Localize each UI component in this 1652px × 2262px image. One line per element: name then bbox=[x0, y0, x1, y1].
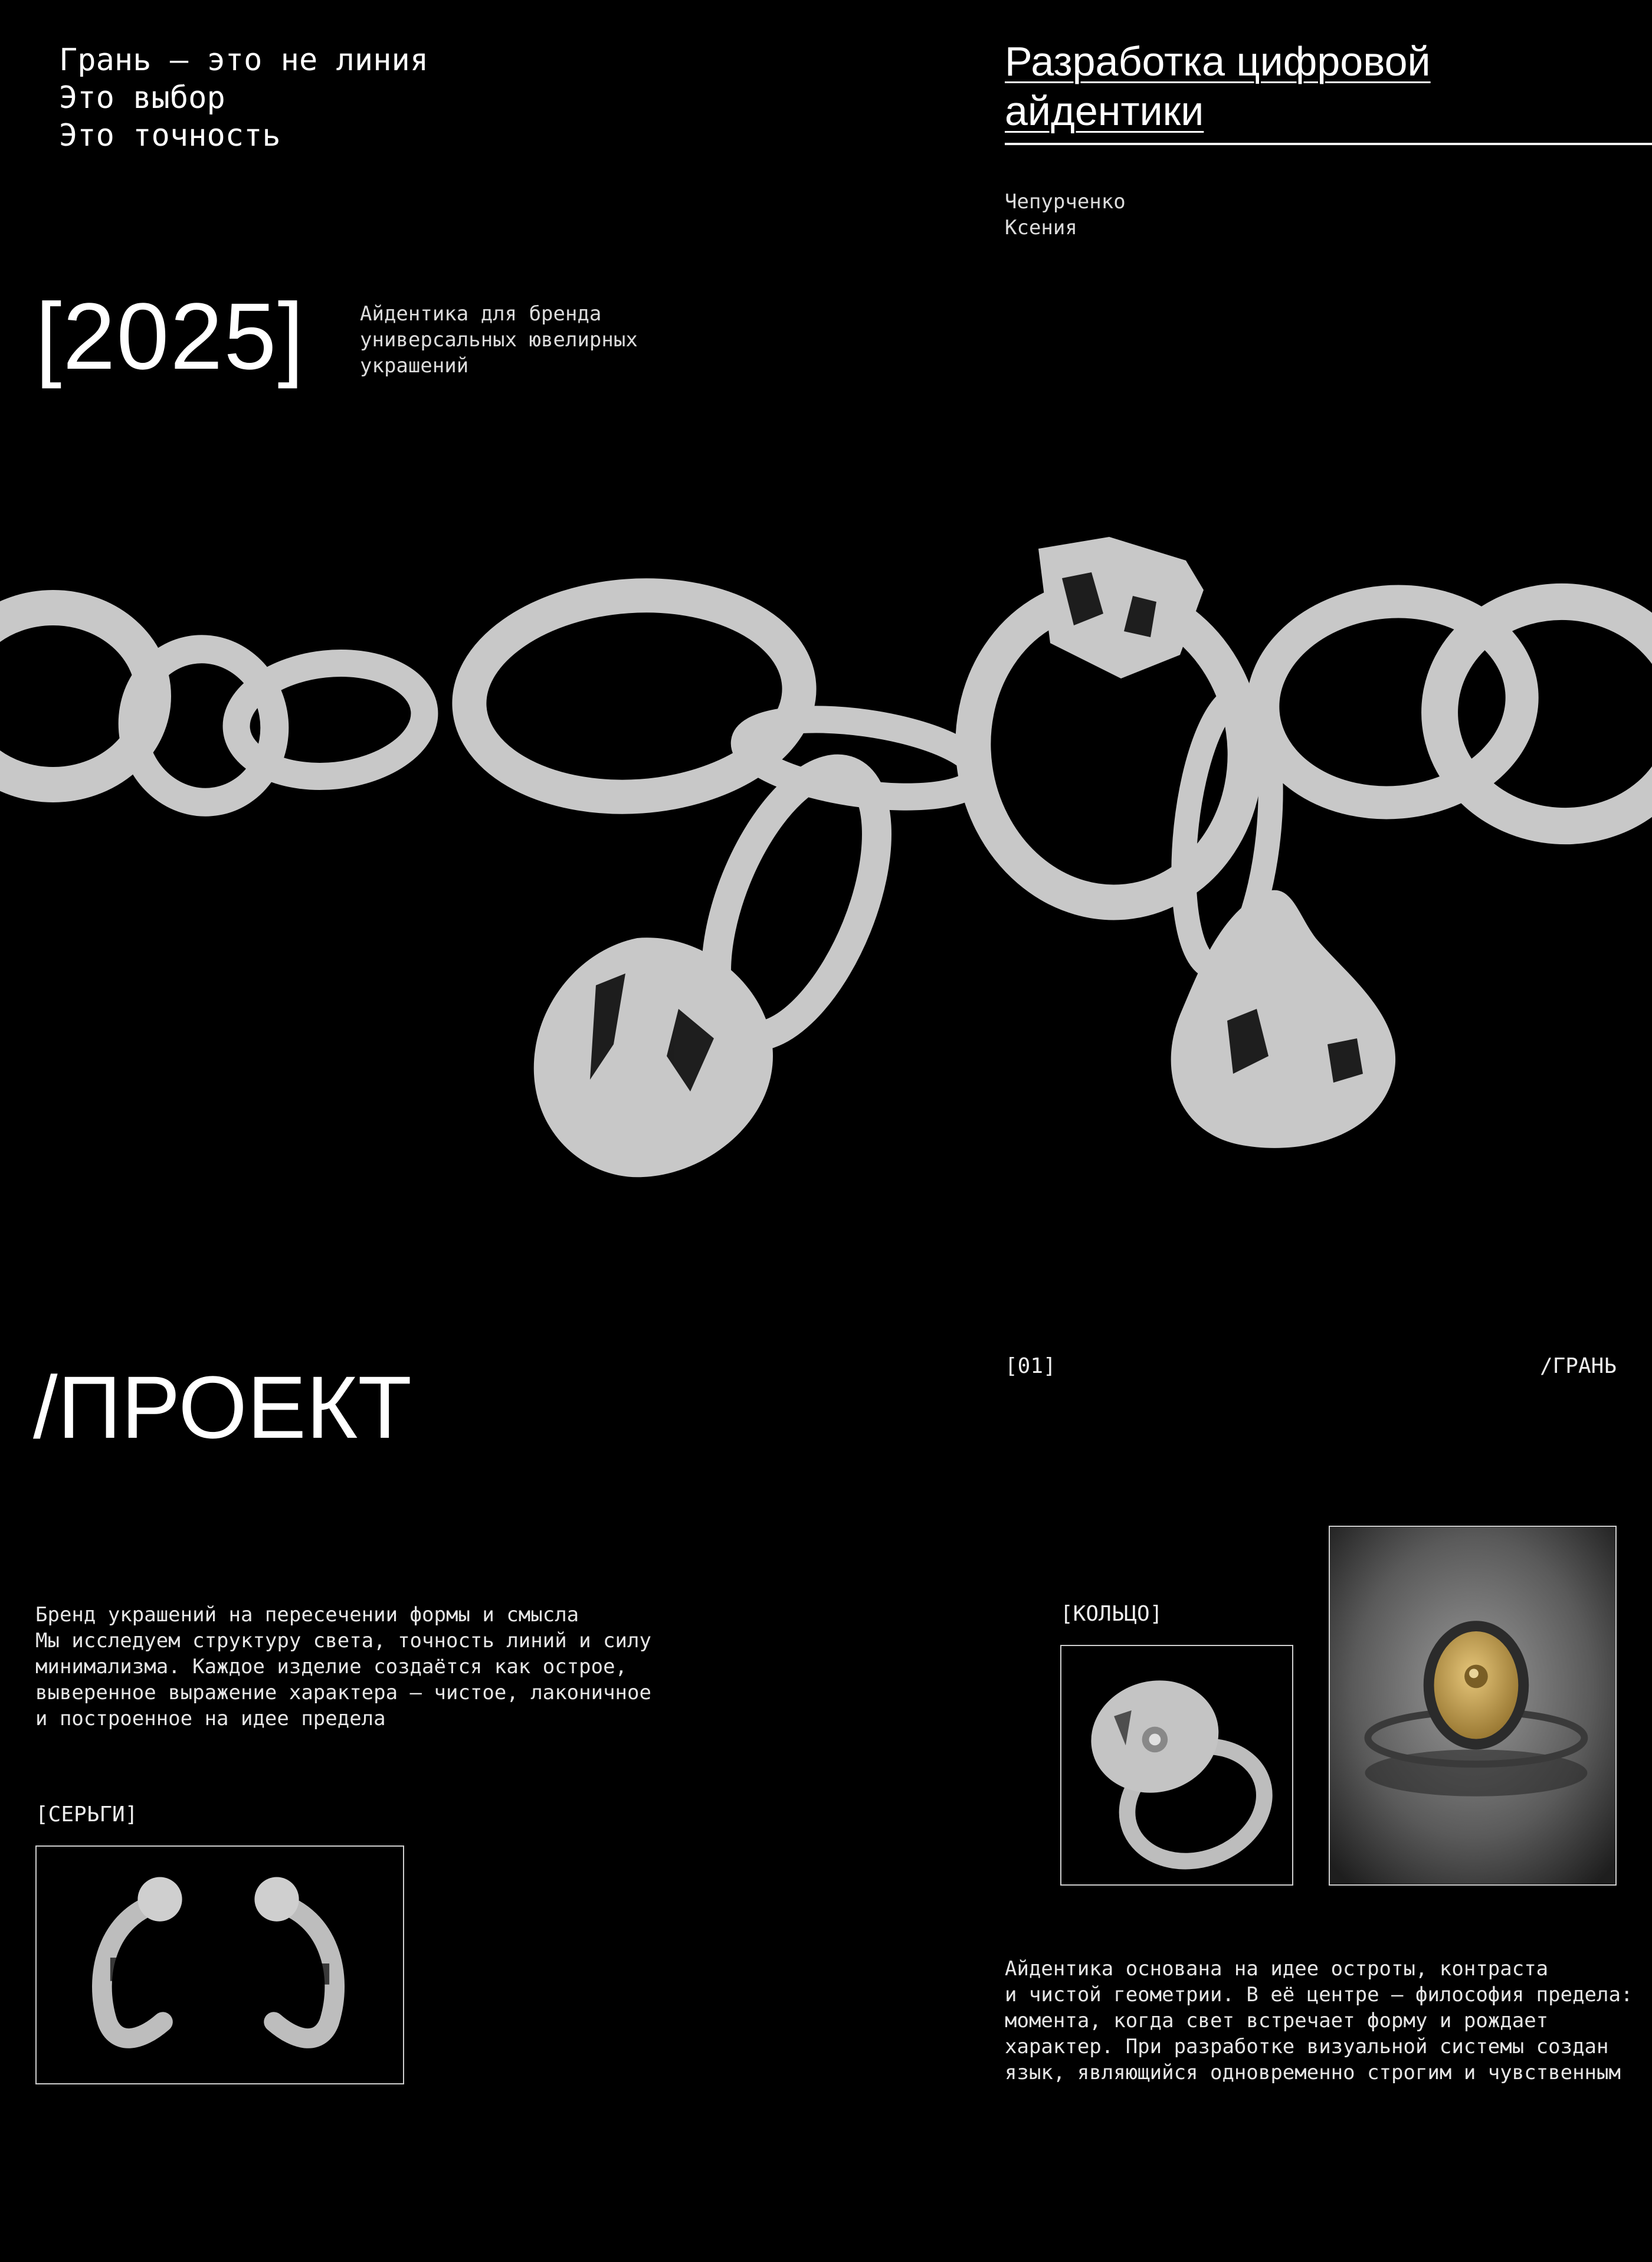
ring-photo-illustration bbox=[1330, 1527, 1615, 1884]
chain-link bbox=[1432, 594, 1652, 834]
author-name: Чепурченко Ксения bbox=[1005, 190, 1126, 240]
title-block bbox=[1005, 37, 1652, 145]
brand-description: Бренд украшений на пересечении формы и смысла Мы исследуем структуру света, точность линий и силу минимализма. Каждое изделие создаётся как острое, выверенное выражение характера — чистое, лаконичное и построенное на идее предела bbox=[35, 1603, 651, 1730]
ring-photo[interactable] bbox=[1329, 1526, 1617, 1886]
tagline: Грань — это не линия Это выбор Это точность bbox=[59, 42, 429, 153]
earrings-illustration bbox=[37, 1847, 403, 2083]
drop-pendant bbox=[1171, 890, 1395, 1148]
chain-illustration bbox=[0, 525, 1652, 1215]
page-title[interactable]: Разработка цифровой айдентики bbox=[1005, 38, 1431, 134]
ring-image[interactable] bbox=[1060, 1645, 1293, 1886]
ring-label: [КОЛЬЦО] bbox=[1060, 1602, 1163, 1626]
identity-description: Айдентика основана на идее остроты, контраста и чистой геометрии. В её центре — философия предела: момента, когда свет встречает форму и рождает характер. При разработке визуальной системы создан язык, являющийся одновременно строгим и чувственным bbox=[1005, 1957, 1633, 2084]
intro-description: Айдентика для бренда универсальных ювелирных украшений bbox=[360, 302, 638, 378]
chain-link bbox=[120, 638, 287, 814]
section-number: [01] bbox=[1005, 1354, 1056, 1378]
drop-pendant bbox=[534, 937, 773, 1177]
chain-clasp bbox=[1038, 537, 1204, 678]
earrings-label: [СЕРЬГИ] bbox=[35, 1802, 138, 1827]
year-label: [2025] bbox=[35, 283, 305, 389]
project-heading: /ПРОЕКТ bbox=[33, 1358, 412, 1457]
ring-illustration bbox=[1061, 1646, 1292, 1884]
brand-name: /ГРАНЬ bbox=[1539, 1354, 1617, 1378]
earrings-image[interactable] bbox=[35, 1845, 404, 2084]
